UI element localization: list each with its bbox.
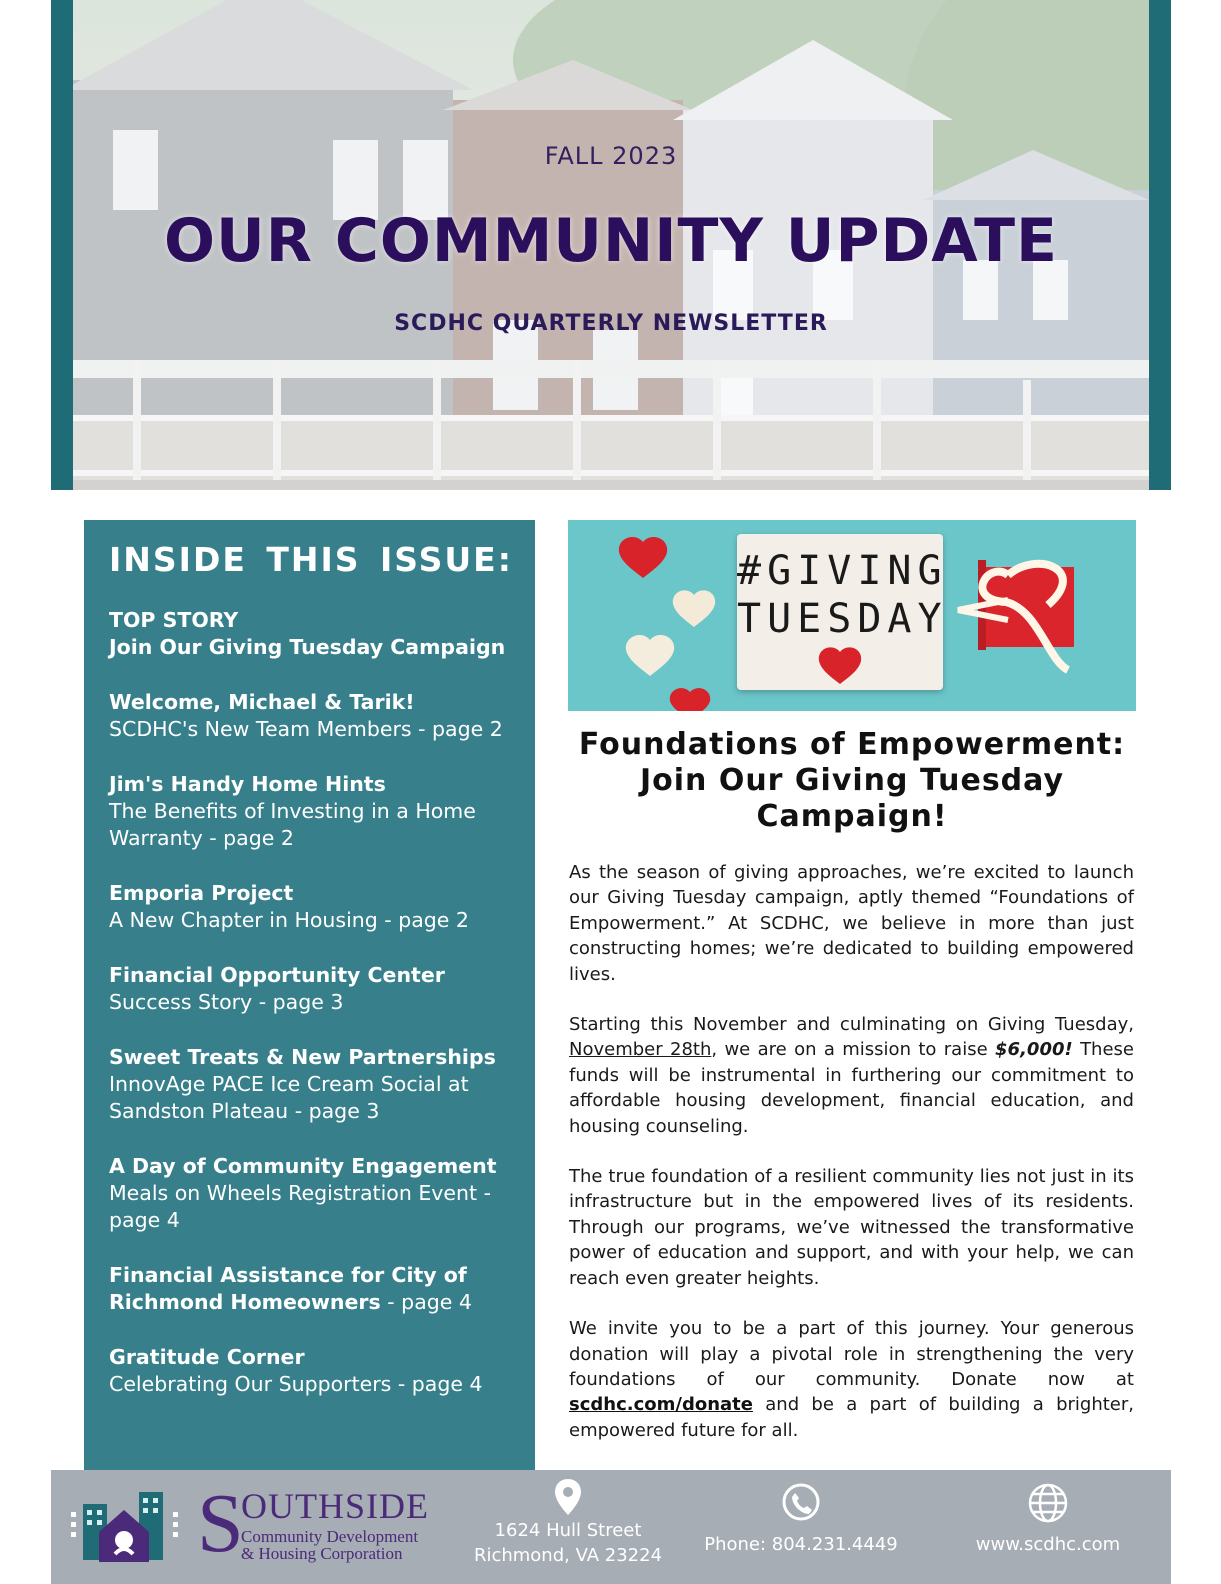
- footer: S OUTHSIDE Community Development & Housing Corporation 1624 Hull Street Richmond, VA 23224 Phone: 804.231.4449 www.scdhc.com: [51, 1470, 1171, 1584]
- toc-item-gratitude-corner[interactable]: [109, 1344, 511, 1398]
- toc-item-description: Celebrating Our Supporters - page 4: [109, 1372, 483, 1396]
- toc-item-description: A New Chapter in Housing - page 2: [109, 908, 469, 932]
- toc-item-heading: A Day of Community Engagement: [109, 1154, 497, 1178]
- toc-item-community-engagement[interactable]: [109, 1153, 511, 1234]
- toc-item-description: Success Story - page 3: [109, 990, 344, 1014]
- website-url: www.scdhc.com: [975, 1534, 1121, 1555]
- newsletter-subtitle: SCDHC QUARTERLY NEWSLETTER: [394, 311, 828, 336]
- toc-item-welcome[interactable]: [109, 689, 511, 743]
- footer-address: [463, 1478, 673, 1568]
- heart-icon: [619, 537, 667, 578]
- toc-item-heading: Financial Assistance for City of Richmond Homeowners: [109, 1263, 467, 1314]
- toc-item-heading: Financial Opportunity Center: [109, 963, 445, 987]
- location-pin-icon: [553, 1478, 583, 1516]
- toc-item-description: SCDHC's New Team Members - page 2: [109, 717, 503, 741]
- footer-phone[interactable]: [701, 1482, 901, 1557]
- heart-icon: [737, 534, 948, 690]
- toc-item-heading: Jim's Handy Home Hints: [109, 772, 386, 796]
- inside-this-issue-sidebar: [84, 520, 535, 1472]
- toc-item-description: Join Our Giving Tuesday Campaign: [109, 635, 506, 659]
- footer-website[interactable]: [963, 1482, 1133, 1557]
- donate-link[interactable]: scdhc.com/donate: [569, 1394, 753, 1416]
- issue-season: FALL 2023: [544, 142, 678, 170]
- toc-item-heading: TOP STORY: [109, 608, 239, 632]
- phone-number: Phone: 804.231.4449: [704, 1534, 898, 1555]
- toc-item-emporia[interactable]: [109, 880, 511, 934]
- toc-item-description: - page 4: [380, 1290, 472, 1314]
- article-paragraph: The true foundation of a resilient community lies not just in its infrastructure but in the empowered lives of its residents. Through our programs, we’ve witnessed the transformative power of education and support, and with your help, we can reach even greater heights.: [569, 1166, 1134, 1289]
- globe-icon: [1027, 1482, 1069, 1524]
- newsletter-title: OUR COMMUNITY UPDATE: [164, 206, 1058, 276]
- toc-item-description: InnovAge PACE Ice Cream Social at Sandston Plateau - page 3: [109, 1072, 469, 1123]
- giving-tuesday-image: [568, 520, 1136, 711]
- toc-item-description: The Benefits of Investing in a Home Warranty - page 2: [109, 799, 476, 850]
- article-title: Foundations of Empowerment: Join Our Giving Tuesday Campaign!: [578, 727, 1126, 834]
- lightbox-line-2: TUESDAY: [737, 596, 948, 642]
- toc-item-financial-opportunity[interactable]: [109, 962, 511, 1016]
- toc-item-top-story[interactable]: [109, 607, 511, 661]
- article-paragraph: As the season of giving approaches, we’re excited to launch our Giving Tuesday campaign, aptly themed “Foundations of Empowerment.” At SCDHC, we believe in more than just constructing homes; we’re dedicated to building empowered lives.: [569, 862, 1134, 985]
- toc-item-heading: Gratitude Corner: [109, 1345, 305, 1369]
- article-body: [569, 860, 1134, 1468]
- scdhc-logo-icon: [69, 1482, 181, 1566]
- giving-tuesday-lightbox: [737, 534, 948, 690]
- fundraising-goal: $6,000!: [995, 1039, 1073, 1061]
- phone-icon: [781, 1482, 821, 1522]
- article-paragraph: Starting this November and culminating on Giving Tuesday, November 28th, we are on a mission to raise $6,000! These funds will be instrumental in furthering our commitment to affordable housing development, financial education, and housing counseling.: [569, 1014, 1134, 1137]
- toc-item-heading: Emporia Project: [109, 881, 294, 905]
- sidebar-title: INSIDE THIS ISSUE:: [109, 540, 513, 579]
- lightbox-line-1: #GIVING: [737, 548, 948, 594]
- toc-item-heading: Sweet Treats & New Partnerships: [109, 1045, 496, 1069]
- header-banner: [51, 0, 1171, 490]
- toc-item-sweet-treats[interactable]: [109, 1044, 511, 1125]
- toc-item-financial-assistance[interactable]: [109, 1262, 511, 1316]
- article-paragraph: We invite you to be a part of this journey. Your generous donation will play a pivotal role in strengthening the very foundations of our community. Donate now at scdhc.com/donate and be a part of building a brighter, empowered future for all.: [569, 1318, 1134, 1441]
- campaign-date: November 28th: [569, 1039, 712, 1061]
- toc-item-heading: Welcome, Michael & Tarik!: [109, 690, 415, 714]
- toc-item-description: Meals on Wheels Registration Event - page 4: [109, 1181, 491, 1232]
- toc-item-home-hints[interactable]: [109, 771, 511, 852]
- address-line-1: 1624 Hull Street: [494, 1520, 642, 1541]
- address-line-2: Richmond, VA 23224: [473, 1545, 663, 1566]
